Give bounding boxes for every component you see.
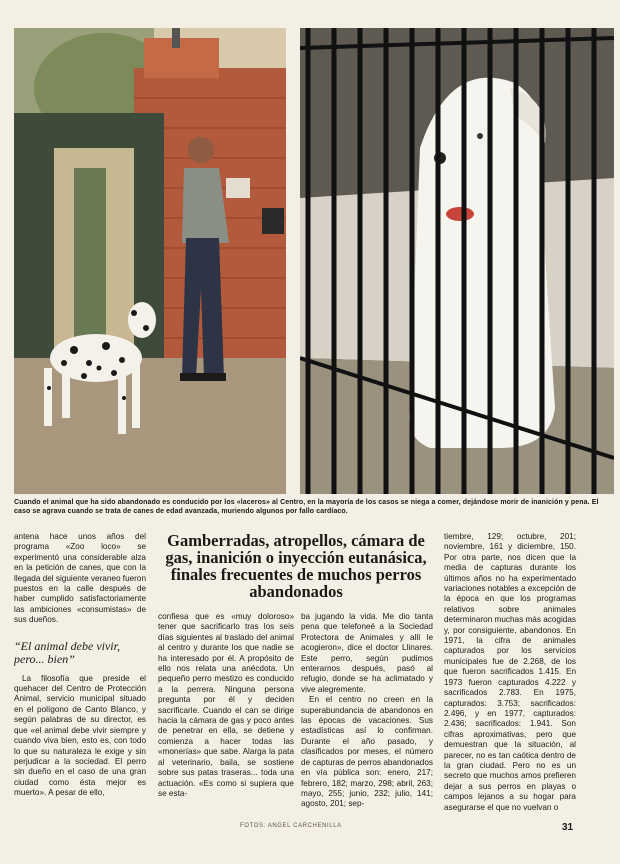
photo-caption: Cuando el animal que ha sido abandonado es conducido por los «laceros» al Centro, en la mayoría de los casos se niega a comer, dejándose morir de inanición y pena. El caso se agrava cuando se trata de canes de edad avanzada, muriendo algunos por fallo cardíaco.	[14, 499, 599, 515]
paragraph: En el centro no creen en la superabundancia de abandonos en las épocas de vacaciones. Sus estadísticas así lo confirman. Durante el año pasado, y clasificados por meses, el número de capturas de perros abandonados en vía pública son: enero, 217; febrero, 182; marzo, 298; abril, 263; mayo, 255; junio, 232; julio, 141; agosto, 201; sep-	[301, 695, 433, 809]
headline: Gamberradas, atropellos, cámara de gas, inanición o inyección eutanásica, finales frecuentes de muchos perros abandonados	[165, 531, 427, 601]
photo-dog-behind-bars-illustration	[300, 28, 614, 494]
photo-dog-behind-bars	[300, 28, 614, 494]
paragraph: La filosofía que preside el quehacer del Centro de Protección Animal, servicio municipal situado en el polígono de Canto Blanco, y según palabras de su director, es que «el animal debe vivir siempre y cuando viva bien, esto es, con todo lo que su naturaleza le exige y sin perjudicar a la sociedad. El perro sin dueño en el caso de una gran ciudad como ésta mejor es muerto». A pesar de ello,	[14, 673, 146, 798]
paragraph: tiembre, 129; octubre, 201; noviembre, 161 y diciembre, 150. Por otra parte, nos dicen que la media de capturas durante los últimos años no ha experimentado variaciones notables a excepción de la época en que los programas relativos sobre animales determinaron muchas más acogidas y, por consiguiente, abandonos. En 1971, la cifra de animales capturados por los servicios municipales fue de 2.268, de los que fueron sacrificados 1.415. En 1973 fueron capturados 4.222 y sacrificados 2.783. En 1975, capturados: 3.753; sacrificados: 2.496, y en 1977, capturados: 2.436; sacrificados: 1.941. Son cifras aproximativas, pero que demuestran que la situación, al parecer, no es tan caótica dentro de la gran ciudad. Pero no es un secreto que muchos amos prefieren dejar a sus perros en playas o campos lejanos a su hogar para asegurarse el que no vuelvan o	[444, 532, 576, 812]
article-column-4	[444, 532, 576, 813]
paragraph: ba jugando la vida. Me dio tanta pena que telefoneé a la Sociedad Protectora de Animales y allí le acogieron», dice el doctor Llinares. Este perro, según pudimos enterarnos después, pasó al refugio, donde se ha aclimatado y vive alegremente.	[301, 612, 433, 694]
article-column-1	[14, 532, 146, 799]
article-column-2	[158, 612, 294, 799]
subheading: “El animal debe vivir, pero... bien”	[14, 638, 120, 666]
page-number: 31	[562, 822, 574, 833]
photo-credit: FOTOS: ANGEL CARCHENILLA	[240, 823, 342, 829]
paragraph: antena hace unos años del programa «Zoo loco» se experimentó una considerable alza en la petición de canes, que con la llegada del siguiente veraneo fueron puestos en la calle después de haber cumplido satisfactoriamente las ambiciones «consumistas» de sus dueños.	[14, 532, 147, 625]
article-column-3	[301, 612, 433, 810]
photo-man-with-dalmatian-illustration	[14, 28, 286, 494]
photo-man-with-dalmatian	[14, 28, 286, 494]
paragraph: confiesa que es «muy doloroso» tener que sacrificarlo tras los seis días siguientes al traslado del animal al centro y durante los que nadie se ha interesado por él. A propósito de ello nos relata una anécdota. Un pequeño perro mestizo es conducido a la perrera. Ninguna persona pregunta por él y deciden sacrificarle. Cuando el can se dirige hacia la cámara de gas y poco antes de penetrar en ella, se detiene y comienza a hacer todas las «monerías» que sabe. Alarga la pata al veterinario, baila, se sostiene sobre sus patas traseras... toda una actuación. «Es como si supiera que se esta-	[158, 612, 294, 798]
